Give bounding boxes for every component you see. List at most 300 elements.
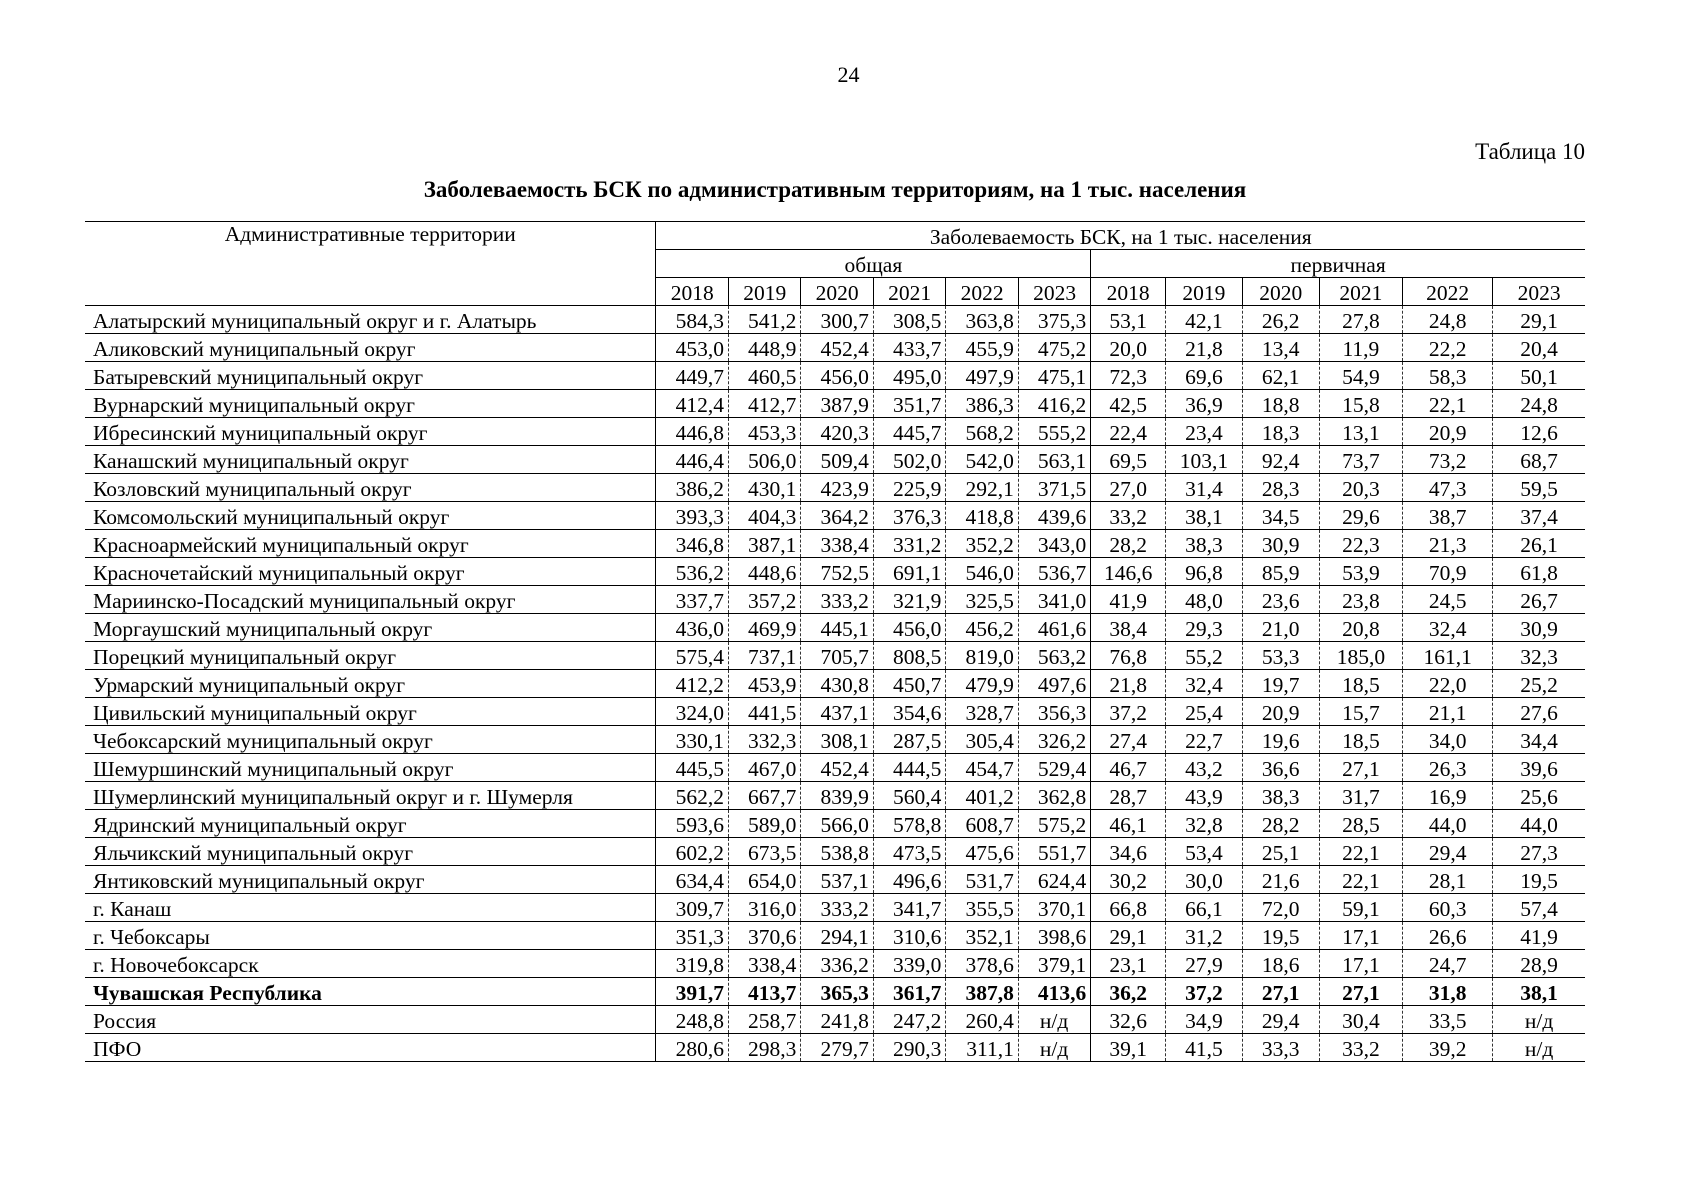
table-row bbox=[85, 362, 1585, 390]
territory-name: Чувашская Республика bbox=[85, 978, 656, 1006]
general-value: 624,4 bbox=[1018, 866, 1090, 894]
general-value: 309,7 bbox=[656, 894, 728, 922]
general-value: 341,0 bbox=[1018, 586, 1090, 614]
general-value: 339,0 bbox=[873, 950, 945, 978]
general-value: 338,4 bbox=[728, 950, 800, 978]
primary-value: 24,8 bbox=[1493, 390, 1585, 418]
primary-value: 69,6 bbox=[1165, 362, 1242, 390]
primary-value: 33,2 bbox=[1319, 1034, 1402, 1062]
general-year-header: 2020 bbox=[801, 278, 873, 306]
primary-value: 53,1 bbox=[1091, 306, 1166, 334]
primary-value: 37,4 bbox=[1493, 502, 1585, 530]
general-value: 416,2 bbox=[1018, 390, 1090, 418]
primary-value: 21,1 bbox=[1403, 698, 1493, 726]
general-value: 529,4 bbox=[1018, 754, 1090, 782]
primary-value: 18,8 bbox=[1242, 390, 1319, 418]
general-year-header: 2018 bbox=[656, 278, 728, 306]
primary-value: 72,0 bbox=[1242, 894, 1319, 922]
general-value: 475,1 bbox=[1018, 362, 1090, 390]
primary-value: 28,9 bbox=[1493, 950, 1585, 978]
primary-value: 59,5 bbox=[1493, 474, 1585, 502]
primary-value: 22,4 bbox=[1091, 418, 1166, 446]
primary-value: 185,0 bbox=[1319, 642, 1402, 670]
general-value: 376,3 bbox=[873, 502, 945, 530]
general-value: 324,0 bbox=[656, 698, 728, 726]
general-value: 634,4 bbox=[656, 866, 728, 894]
general-value: 401,2 bbox=[946, 782, 1018, 810]
primary-value: 92,4 bbox=[1242, 446, 1319, 474]
general-value: 280,6 bbox=[656, 1034, 728, 1062]
general-value: 453,0 bbox=[656, 334, 728, 362]
general-value: 542,0 bbox=[946, 446, 1018, 474]
primary-value: 146,6 bbox=[1091, 558, 1166, 586]
general-value: 387,1 bbox=[728, 530, 800, 558]
general-value: 460,5 bbox=[728, 362, 800, 390]
general-value: 341,7 bbox=[873, 894, 945, 922]
primary-value: 31,7 bbox=[1319, 782, 1402, 810]
primary-value: 33,5 bbox=[1403, 1006, 1493, 1034]
primary-value: 39,1 bbox=[1091, 1034, 1166, 1062]
table-row bbox=[85, 894, 1585, 922]
primary-value: 15,8 bbox=[1319, 390, 1402, 418]
general-value: н/д bbox=[1018, 1006, 1090, 1034]
primary-value: 27,9 bbox=[1165, 950, 1242, 978]
general-value: 506,0 bbox=[728, 446, 800, 474]
general-value: 356,3 bbox=[1018, 698, 1090, 726]
general-value: 328,7 bbox=[946, 698, 1018, 726]
primary-value: 38,3 bbox=[1242, 782, 1319, 810]
territory-name: Шумерлинский муниципальный округ и г. Шумерля bbox=[85, 782, 656, 810]
general-value: 413,7 bbox=[728, 978, 800, 1006]
primary-value: 27,6 bbox=[1493, 698, 1585, 726]
general-value: 456,0 bbox=[873, 614, 945, 642]
general-value: 294,1 bbox=[801, 922, 873, 950]
general-value: 475,2 bbox=[1018, 334, 1090, 362]
territory-name: Шемуршинский муниципальный округ bbox=[85, 754, 656, 782]
primary-value: 38,1 bbox=[1165, 502, 1242, 530]
general-value: 387,8 bbox=[946, 978, 1018, 1006]
primary-value: 27,1 bbox=[1319, 978, 1402, 1006]
general-value: 608,7 bbox=[946, 810, 1018, 838]
table-title: Заболеваемость БСК по административным территориям, на 1 тыс. населения bbox=[423, 177, 1247, 202]
primary-value: 28,2 bbox=[1091, 530, 1166, 558]
general-value: 423,9 bbox=[801, 474, 873, 502]
primary-value: 38,4 bbox=[1091, 614, 1166, 642]
general-value: 308,1 bbox=[801, 726, 873, 754]
general-value: 430,8 bbox=[801, 670, 873, 698]
general-value: 316,0 bbox=[728, 894, 800, 922]
table-row bbox=[85, 726, 1585, 754]
primary-value: 46,1 bbox=[1091, 810, 1166, 838]
general-value: 292,1 bbox=[946, 474, 1018, 502]
primary-value: 19,5 bbox=[1242, 922, 1319, 950]
page-number: 24 bbox=[837, 62, 860, 87]
primary-value: 22,7 bbox=[1165, 726, 1242, 754]
general-value: 436,0 bbox=[656, 614, 728, 642]
general-value: 473,5 bbox=[873, 838, 945, 866]
table-row bbox=[85, 838, 1585, 866]
primary-value: 66,1 bbox=[1165, 894, 1242, 922]
general-value: 352,2 bbox=[946, 530, 1018, 558]
primary-value: 39,2 bbox=[1403, 1034, 1493, 1062]
general-value: 752,5 bbox=[801, 558, 873, 586]
primary-value: 44,0 bbox=[1403, 810, 1493, 838]
primary-value: 11,9 bbox=[1319, 334, 1402, 362]
table-row bbox=[85, 558, 1585, 586]
territory-name: Красночетайский муниципальный округ bbox=[85, 558, 656, 586]
general-value: 247,2 bbox=[873, 1006, 945, 1034]
territory-name: Козловский муниципальный округ bbox=[85, 474, 656, 502]
primary-value: 25,1 bbox=[1242, 838, 1319, 866]
primary-value: 47,3 bbox=[1403, 474, 1493, 502]
primary-value: 17,1 bbox=[1319, 922, 1402, 950]
general-value: 391,7 bbox=[656, 978, 728, 1006]
general-value: 537,1 bbox=[801, 866, 873, 894]
primary-value: 23,4 bbox=[1165, 418, 1242, 446]
primary-value: 38,1 bbox=[1493, 978, 1585, 1006]
general-value: 469,9 bbox=[728, 614, 800, 642]
primary-header: первичная bbox=[1091, 250, 1585, 278]
general-value: 258,7 bbox=[728, 1006, 800, 1034]
primary-value: 18,5 bbox=[1319, 726, 1402, 754]
primary-value: 29,4 bbox=[1242, 1006, 1319, 1034]
primary-value: 24,7 bbox=[1403, 950, 1493, 978]
primary-value: 43,2 bbox=[1165, 754, 1242, 782]
primary-value: 27,1 bbox=[1242, 978, 1319, 1006]
general-value: 584,3 bbox=[656, 306, 728, 334]
general-value: 332,3 bbox=[728, 726, 800, 754]
primary-value: 20,9 bbox=[1403, 418, 1493, 446]
primary-value: 29,1 bbox=[1493, 306, 1585, 334]
territory-header: Административные территории bbox=[85, 222, 656, 306]
primary-value: 37,2 bbox=[1165, 978, 1242, 1006]
general-value: 441,5 bbox=[728, 698, 800, 726]
primary-value: 27,3 bbox=[1493, 838, 1585, 866]
primary-value: 27,8 bbox=[1319, 306, 1402, 334]
primary-value: 29,1 bbox=[1091, 922, 1166, 950]
primary-value: 32,8 bbox=[1165, 810, 1242, 838]
primary-value: 26,7 bbox=[1493, 586, 1585, 614]
table-row bbox=[85, 810, 1585, 838]
general-value: 336,2 bbox=[801, 950, 873, 978]
primary-value: 20,0 bbox=[1091, 334, 1166, 362]
primary-value: 44,0 bbox=[1493, 810, 1585, 838]
general-value: 319,8 bbox=[656, 950, 728, 978]
general-value: 363,8 bbox=[946, 306, 1018, 334]
general-value: 445,7 bbox=[873, 418, 945, 446]
primary-value: 23,1 bbox=[1091, 950, 1166, 978]
primary-value: 23,6 bbox=[1242, 586, 1319, 614]
general-value: 365,3 bbox=[801, 978, 873, 1006]
primary-value: 13,1 bbox=[1319, 418, 1402, 446]
primary-value: 19,7 bbox=[1242, 670, 1319, 698]
primary-value: 29,6 bbox=[1319, 502, 1402, 530]
primary-value: 36,9 bbox=[1165, 390, 1242, 418]
primary-value: 18,3 bbox=[1242, 418, 1319, 446]
territory-name: Красноармейский муниципальный округ bbox=[85, 530, 656, 558]
primary-year-header: 2018 bbox=[1091, 278, 1166, 306]
general-value: 352,1 bbox=[946, 922, 1018, 950]
general-value: 445,5 bbox=[656, 754, 728, 782]
table-row bbox=[85, 334, 1585, 362]
primary-value: 68,7 bbox=[1493, 446, 1585, 474]
primary-value: 24,8 bbox=[1403, 306, 1493, 334]
general-value: 308,5 bbox=[873, 306, 945, 334]
general-value: 338,4 bbox=[801, 530, 873, 558]
primary-value: 22,0 bbox=[1403, 670, 1493, 698]
general-value: 454,7 bbox=[946, 754, 1018, 782]
primary-value: 13,4 bbox=[1242, 334, 1319, 362]
general-value: 333,2 bbox=[801, 586, 873, 614]
general-value: 475,6 bbox=[946, 838, 1018, 866]
general-value: 602,2 bbox=[656, 838, 728, 866]
general-value: 737,1 bbox=[728, 642, 800, 670]
territory-name: Цивильский муниципальный округ bbox=[85, 698, 656, 726]
primary-value: 22,3 bbox=[1319, 530, 1402, 558]
primary-year-header: 2019 bbox=[1165, 278, 1242, 306]
general-value: 444,5 bbox=[873, 754, 945, 782]
primary-value: 85,9 bbox=[1242, 558, 1319, 586]
territory-name: Ибресинский муниципальный округ bbox=[85, 418, 656, 446]
primary-value: 43,9 bbox=[1165, 782, 1242, 810]
primary-value: 41,9 bbox=[1091, 586, 1166, 614]
general-value: 300,7 bbox=[801, 306, 873, 334]
primary-value: 27,4 bbox=[1091, 726, 1166, 754]
primary-value: 41,9 bbox=[1493, 922, 1585, 950]
primary-value: 69,5 bbox=[1091, 446, 1166, 474]
primary-value: 50,1 bbox=[1493, 362, 1585, 390]
primary-value: 36,6 bbox=[1242, 754, 1319, 782]
general-value: 260,4 bbox=[946, 1006, 1018, 1034]
general-value: 378,6 bbox=[946, 950, 1018, 978]
primary-value: 32,6 bbox=[1091, 1006, 1166, 1034]
general-value: 386,3 bbox=[946, 390, 1018, 418]
general-value: 325,5 bbox=[946, 586, 1018, 614]
general-value: 538,8 bbox=[801, 838, 873, 866]
general-value: 467,0 bbox=[728, 754, 800, 782]
table-label: Таблица 10 bbox=[1475, 139, 1585, 164]
primary-value: 38,3 bbox=[1165, 530, 1242, 558]
primary-value: 31,2 bbox=[1165, 922, 1242, 950]
table-row bbox=[85, 306, 1585, 334]
general-value: 370,1 bbox=[1018, 894, 1090, 922]
primary-value: н/д bbox=[1493, 1006, 1585, 1034]
general-value: 357,2 bbox=[728, 586, 800, 614]
general-value: 546,0 bbox=[946, 558, 1018, 586]
territory-name: Урмарский муниципальный округ bbox=[85, 670, 656, 698]
general-value: 536,2 bbox=[656, 558, 728, 586]
territory-name: Моргаушский муниципальный округ bbox=[85, 614, 656, 642]
primary-value: 25,4 bbox=[1165, 698, 1242, 726]
primary-value: 30,4 bbox=[1319, 1006, 1402, 1034]
primary-value: 26,3 bbox=[1403, 754, 1493, 782]
table-row bbox=[85, 922, 1585, 950]
primary-value: 33,2 bbox=[1091, 502, 1166, 530]
territory-name: Мариинско-Посадский муниципальный округ bbox=[85, 586, 656, 614]
primary-value: 28,7 bbox=[1091, 782, 1166, 810]
general-value: 355,5 bbox=[946, 894, 1018, 922]
primary-value: 28,1 bbox=[1403, 866, 1493, 894]
table-row bbox=[85, 530, 1585, 558]
general-value: 331,2 bbox=[873, 530, 945, 558]
general-value: 310,6 bbox=[873, 922, 945, 950]
general-value: 333,2 bbox=[801, 894, 873, 922]
general-value: 351,3 bbox=[656, 922, 728, 950]
territory-name: Канашский муниципальный округ bbox=[85, 446, 656, 474]
primary-value: 32,4 bbox=[1165, 670, 1242, 698]
primary-value: 21,0 bbox=[1242, 614, 1319, 642]
primary-year-header: 2021 bbox=[1319, 278, 1402, 306]
primary-value: 42,1 bbox=[1165, 306, 1242, 334]
general-value: 452,4 bbox=[801, 334, 873, 362]
general-year-header: 2021 bbox=[873, 278, 945, 306]
primary-value: 34,4 bbox=[1493, 726, 1585, 754]
table-row bbox=[85, 418, 1585, 446]
general-value: 343,0 bbox=[1018, 530, 1090, 558]
general-value: 453,3 bbox=[728, 418, 800, 446]
primary-value: 39,6 bbox=[1493, 754, 1585, 782]
primary-value: 26,6 bbox=[1403, 922, 1493, 950]
primary-value: 22,1 bbox=[1319, 838, 1402, 866]
general-value: 361,7 bbox=[873, 978, 945, 1006]
general-value: 241,8 bbox=[801, 1006, 873, 1034]
general-value: 287,5 bbox=[873, 726, 945, 754]
territory-name: г. Канаш bbox=[85, 894, 656, 922]
general-value: 413,6 bbox=[1018, 978, 1090, 1006]
primary-value: 17,1 bbox=[1319, 950, 1402, 978]
general-value: 654,0 bbox=[728, 866, 800, 894]
general-value: 461,6 bbox=[1018, 614, 1090, 642]
primary-value: 21,6 bbox=[1242, 866, 1319, 894]
general-value: 412,4 bbox=[656, 390, 728, 418]
general-value: 371,5 bbox=[1018, 474, 1090, 502]
general-value: 673,5 bbox=[728, 838, 800, 866]
primary-value: 28,2 bbox=[1242, 810, 1319, 838]
table-row bbox=[85, 698, 1585, 726]
general-value: 290,3 bbox=[873, 1034, 945, 1062]
primary-value: 18,5 bbox=[1319, 670, 1402, 698]
table-body bbox=[85, 306, 1585, 1062]
primary-value: 21,3 bbox=[1403, 530, 1493, 558]
general-value: 502,0 bbox=[873, 446, 945, 474]
general-value: 593,6 bbox=[656, 810, 728, 838]
primary-value: 58,3 bbox=[1403, 362, 1493, 390]
general-value: 452,4 bbox=[801, 754, 873, 782]
general-value: 575,4 bbox=[656, 642, 728, 670]
territory-name: Яльчикский муниципальный округ bbox=[85, 838, 656, 866]
general-value: 364,2 bbox=[801, 502, 873, 530]
general-value: 446,8 bbox=[656, 418, 728, 446]
territory-name: Порецкий муниципальный округ bbox=[85, 642, 656, 670]
territory-name: Ядринский муниципальный округ bbox=[85, 810, 656, 838]
general-value: 346,8 bbox=[656, 530, 728, 558]
general-value: 430,1 bbox=[728, 474, 800, 502]
primary-value: 29,3 bbox=[1165, 614, 1242, 642]
general-value: 509,4 bbox=[801, 446, 873, 474]
general-value: 479,9 bbox=[946, 670, 1018, 698]
primary-value: 20,3 bbox=[1319, 474, 1402, 502]
territory-name: Алатырский муниципальный округ и г. Алатырь bbox=[85, 306, 656, 334]
general-year-header: 2023 bbox=[1018, 278, 1090, 306]
primary-value: 30,9 bbox=[1242, 530, 1319, 558]
primary-value: 60,3 bbox=[1403, 894, 1493, 922]
primary-value: 20,9 bbox=[1242, 698, 1319, 726]
primary-value: 31,4 bbox=[1165, 474, 1242, 502]
primary-value: 34,5 bbox=[1242, 502, 1319, 530]
general-value: 551,7 bbox=[1018, 838, 1090, 866]
primary-value: 19,6 bbox=[1242, 726, 1319, 754]
table-row bbox=[85, 754, 1585, 782]
general-value: 541,2 bbox=[728, 306, 800, 334]
general-value: 412,2 bbox=[656, 670, 728, 698]
table-row bbox=[85, 642, 1585, 670]
general-header: общая bbox=[656, 250, 1091, 278]
primary-value: 22,2 bbox=[1403, 334, 1493, 362]
primary-value: 15,7 bbox=[1319, 698, 1402, 726]
primary-value: 48,0 bbox=[1165, 586, 1242, 614]
general-value: 575,2 bbox=[1018, 810, 1090, 838]
table-row bbox=[85, 670, 1585, 698]
general-value: 531,7 bbox=[946, 866, 1018, 894]
general-value: 808,5 bbox=[873, 642, 945, 670]
primary-year-header: 2023 bbox=[1493, 278, 1585, 306]
general-value: 433,7 bbox=[873, 334, 945, 362]
table-row bbox=[85, 390, 1585, 418]
primary-value: 76,8 bbox=[1091, 642, 1166, 670]
primary-value: 96,8 bbox=[1165, 558, 1242, 586]
general-value: 448,6 bbox=[728, 558, 800, 586]
general-value: 455,9 bbox=[946, 334, 1018, 362]
general-value: 555,2 bbox=[1018, 418, 1090, 446]
primary-value: 28,3 bbox=[1242, 474, 1319, 502]
general-value: 379,1 bbox=[1018, 950, 1090, 978]
primary-value: 53,9 bbox=[1319, 558, 1402, 586]
primary-value: 32,4 bbox=[1403, 614, 1493, 642]
primary-value: 27,1 bbox=[1319, 754, 1402, 782]
general-value: 589,0 bbox=[728, 810, 800, 838]
territory-name: Аликовский муниципальный округ bbox=[85, 334, 656, 362]
general-value: 298,3 bbox=[728, 1034, 800, 1062]
general-value: 412,7 bbox=[728, 390, 800, 418]
territory-name: Комсомольский муниципальный округ bbox=[85, 502, 656, 530]
primary-value: 54,9 bbox=[1319, 362, 1402, 390]
primary-value: 30,9 bbox=[1493, 614, 1585, 642]
primary-value: 12,6 bbox=[1493, 418, 1585, 446]
primary-value: 55,2 bbox=[1165, 642, 1242, 670]
primary-value: 103,1 bbox=[1165, 446, 1242, 474]
general-value: 497,6 bbox=[1018, 670, 1090, 698]
primary-value: 32,3 bbox=[1493, 642, 1585, 670]
general-value: 311,1 bbox=[946, 1034, 1018, 1062]
general-value: 387,9 bbox=[801, 390, 873, 418]
territory-name: ПФО bbox=[85, 1034, 656, 1062]
primary-year-header: 2020 bbox=[1242, 278, 1319, 306]
incidence-table bbox=[85, 221, 1585, 1062]
general-value: 705,7 bbox=[801, 642, 873, 670]
general-value: 337,7 bbox=[656, 586, 728, 614]
general-value: 495,0 bbox=[873, 362, 945, 390]
primary-value: 53,3 bbox=[1242, 642, 1319, 670]
primary-value: 30,0 bbox=[1165, 866, 1242, 894]
territory-name: г. Новочебоксарск bbox=[85, 950, 656, 978]
territory-name: Россия bbox=[85, 1006, 656, 1034]
general-value: 398,6 bbox=[1018, 922, 1090, 950]
primary-value: н/д bbox=[1493, 1034, 1585, 1062]
table-row bbox=[85, 950, 1585, 978]
general-value: 449,7 bbox=[656, 362, 728, 390]
primary-year-header: 2022 bbox=[1403, 278, 1493, 306]
general-value: 445,1 bbox=[801, 614, 873, 642]
